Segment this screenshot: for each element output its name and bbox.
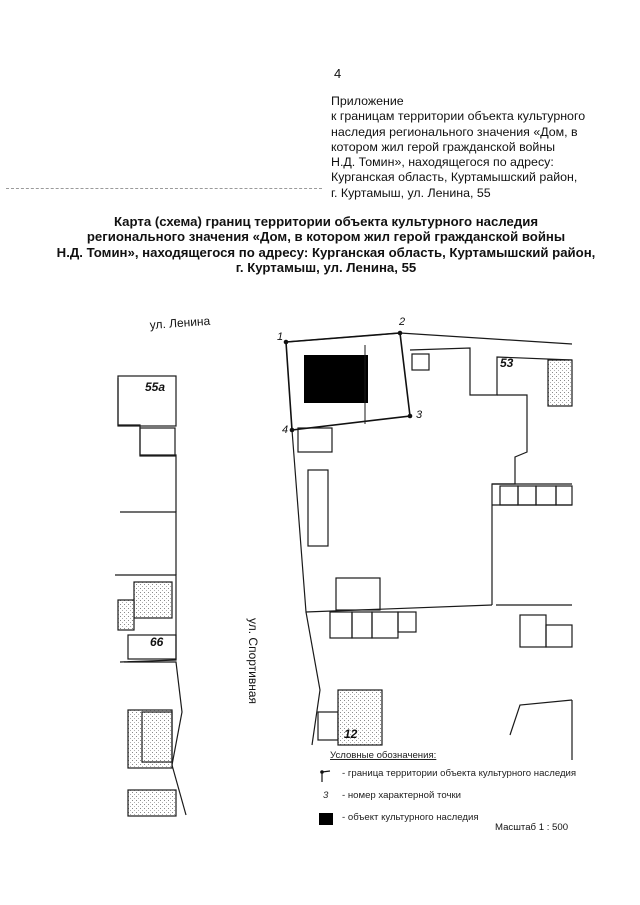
central-building	[336, 578, 380, 610]
annex-line: к границам территории объекта культурного	[331, 109, 586, 124]
parcel-lines	[115, 333, 572, 816]
boundary-marker-icon	[318, 768, 338, 787]
row-building	[372, 612, 398, 638]
legend-text: - граница территории объекта культурного наследия	[342, 768, 577, 779]
lot-12-building	[318, 712, 338, 740]
street-label-lenina: ул. Ленина	[149, 313, 211, 332]
annex-line: Н.Д. Томин», находящегося по адресу:	[331, 155, 554, 170]
annex-line: Курганская область, Куртамышский район,	[331, 170, 578, 185]
row-building	[330, 612, 352, 638]
heritage-object	[304, 355, 368, 403]
row-building	[518, 486, 536, 505]
central-parcel-boundary	[292, 430, 492, 612]
boundary-point-4	[290, 428, 295, 433]
annex-line: Приложение	[331, 94, 404, 108]
lot-66-side-stippled	[118, 600, 134, 630]
annex-line: г. Куртамыш, ул. Ленина, 55	[331, 185, 491, 200]
parcel-boundary	[118, 378, 176, 512]
lot-label-66: 66	[150, 635, 164, 649]
point-label-4: 4	[282, 424, 289, 436]
lot-66-building-stippled	[134, 582, 172, 618]
lot-label-55a: 55а	[145, 380, 166, 394]
lot-label-53: 53	[500, 356, 514, 370]
row-building	[352, 612, 372, 638]
lower-left-building-stippled	[128, 710, 172, 768]
page-number: 4	[334, 66, 342, 81]
legend-text: - объект культурного наследия	[342, 812, 479, 823]
point-label-3: 3	[416, 409, 423, 421]
long-shed	[308, 470, 328, 546]
title-line: г. Куртамыш, ул. Ленина, 55	[235, 260, 417, 276]
lot-55a-shed	[140, 428, 175, 456]
boundary-point-1	[284, 340, 289, 345]
street-label-sportivnaya: ул. Спортивная	[246, 618, 260, 705]
lot-label-12: 12	[344, 727, 358, 741]
stippled-building	[548, 360, 572, 406]
title-line: регионального значения «Дом, в котором жил герой гражданской войны	[86, 229, 566, 245]
boundary-point-3	[408, 414, 413, 419]
title-line: Карта (схема) границ территории объекта культурного наследия	[113, 214, 539, 229]
row-building	[500, 486, 518, 505]
parcel-boundary	[510, 700, 572, 735]
legend-symbol-number: 3	[323, 790, 329, 801]
map-scale: Масштаб 1 : 500	[495, 822, 569, 833]
row-building	[536, 486, 556, 505]
legend-text: - номер характерной точки	[342, 790, 462, 801]
parcel-boundary	[492, 395, 527, 605]
outbuilding	[298, 428, 332, 452]
boundary-point-2	[398, 331, 403, 336]
small-building	[412, 354, 429, 370]
title-line: Н.Д. Томин», находящегося по адресу: Курганская область, Куртамышский район,	[56, 244, 596, 260]
point-label-2: 2	[399, 316, 406, 328]
row-building	[556, 486, 572, 505]
heritage-boundary	[284, 331, 413, 433]
point-label-1: 1	[277, 331, 284, 343]
right-building	[546, 625, 572, 647]
legend-heading: Условные обозначения:	[330, 750, 437, 761]
parcel-boundary	[120, 512, 176, 575]
right-building	[520, 615, 546, 647]
annex-line: котором жил герой гражданской войны	[331, 139, 556, 154]
bottom-left-building-stippled	[128, 790, 176, 816]
row-building	[398, 612, 416, 632]
object-fill-icon	[318, 812, 338, 829]
annex-line: наследия регионального значения «Дом, в	[331, 124, 578, 139]
